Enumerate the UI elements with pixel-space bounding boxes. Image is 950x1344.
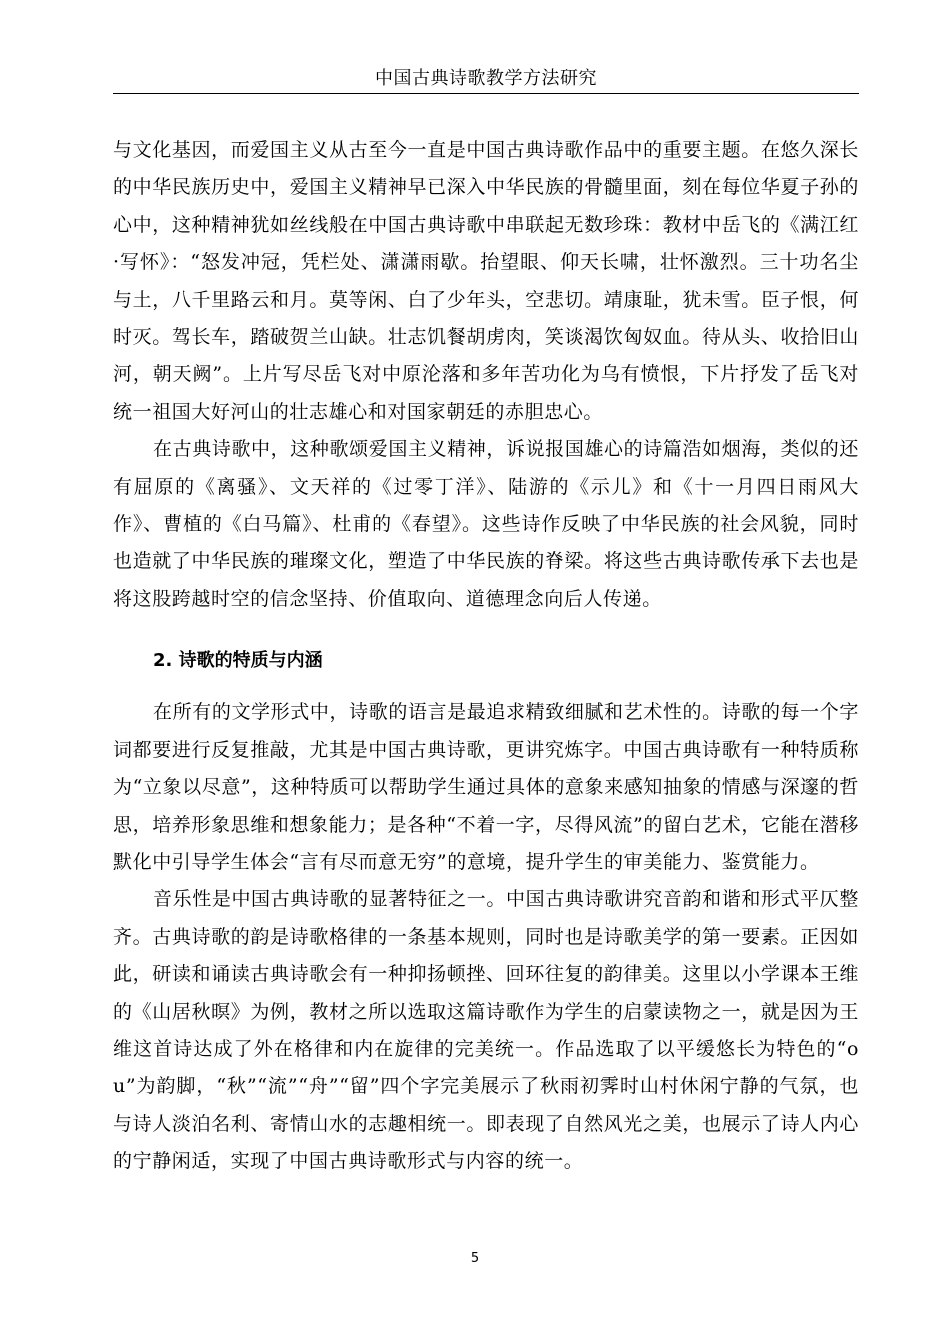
section-heading: 2. 诗歌的特质与内涵 xyxy=(153,650,323,672)
running-header: 中国古典诗歌教学方法研究 xyxy=(375,68,597,89)
body-paragraph: 在古典诗歌中，这种歌颂爱国主义精神，诉说报国雄心的诗篇浩如烟海，类似的还有屈原的《离骚》、文天祥的《过零丁洋》、陆游的《示儿》和《十一月四日雨风大作》、曹植的《白马篇》、杜甫的《春望》。这些诗作反映了中华民族的社会风貌，同时也造就了中华民族的璀璨文化，塑造了中华民族的脊梁。将这些古典诗歌传承下去也是将这股跨越时空的信念坚持、价值取向、道德理念向后人传递。 xyxy=(113,438,859,610)
page-number: 5 xyxy=(470,1251,480,1266)
header-rule xyxy=(113,93,859,94)
body-paragraph: 在所有的文学形式中，诗歌的语言是最追求精致细腻和艺术性的。诗歌的每一个字词都要进行反复推敲，尤其是中国古典诗歌，更讲究炼字。中国古典诗歌有一种特质称为“立象以尽意”，这种特质可以帮助学生通过具体的意象来感知抽象的情感与深邃的哲思，培养形象思维和想象能力；是各种“不着一字，尽得风流”的留白艺术，它能在潜移默化中引导学生体会“言有尽而意无穷”的意境，提升学生的审美能力、鉴赏能力。 xyxy=(113,701,859,873)
body-paragraph-continued: 与文化基因，而爱国主义从古至今一直是中国古典诗歌作品中的重要主题。在悠久深长的中华民族历史中，爱国主义精神早已深入中华民族的骨髓里面，刻在每位华夏子孙的心中，这种精神犹如丝线般在中国古典诗歌中串联起无数珍珠：教材中岳飞的《满江红·写怀》：“怒发冲冠，凭栏处、潇潇雨歇。抬望眼、仰天长啸，壮怀激烈。三十功名尘与土，八千里路云和月。莫等闲、白了少年头，空悲切。靖康耻，犹未雪。臣子恨，何时灭。驾长车，踏破贺兰山缺。壮志饥餐胡虏肉，笑谈渴饮匈奴血。待从头、收拾旧山河，朝天阙”。上片写尽岳飞对中原沦落和多年苦功化为乌有愤恨，下片抒发了岳飞对统一祖国大好河山的壮志雄心和对国家朝廷的赤胆忠心。 xyxy=(113,139,859,423)
page-body xyxy=(113,132,859,1181)
body-paragraph: 音乐性是中国古典诗歌的显著特征之一。中国古典诗歌讲究音韵和谐和形式平仄整齐。古典诗歌的韵是诗歌格律的一条基本规则，同时也是诗歌美学的第一要素。正因如此，研读和诵读古典诗歌会有一种抑扬顿挫、回环往复的韵律美。这里以小学课本王维的《山居秋暝》为例，教材之所以选取这篇诗歌作为学生的启蒙读物之一，就是因为王维这首诗达成了外在格律和内在旋律的完美统一。作品选取了以平缓悠长为特色的“ou”为韵脚，“秋”“流”“舟”“留”四个字完美展示了秋雨初霁时山村休闲宁静的气氛，也与诗人淡泊名利、寄情山水的志趣相统一。即表现了自然风光之美，也展示了诗人内心的宁静闲适，实现了中国古典诗歌形式与内容的统一。 xyxy=(113,888,859,1173)
